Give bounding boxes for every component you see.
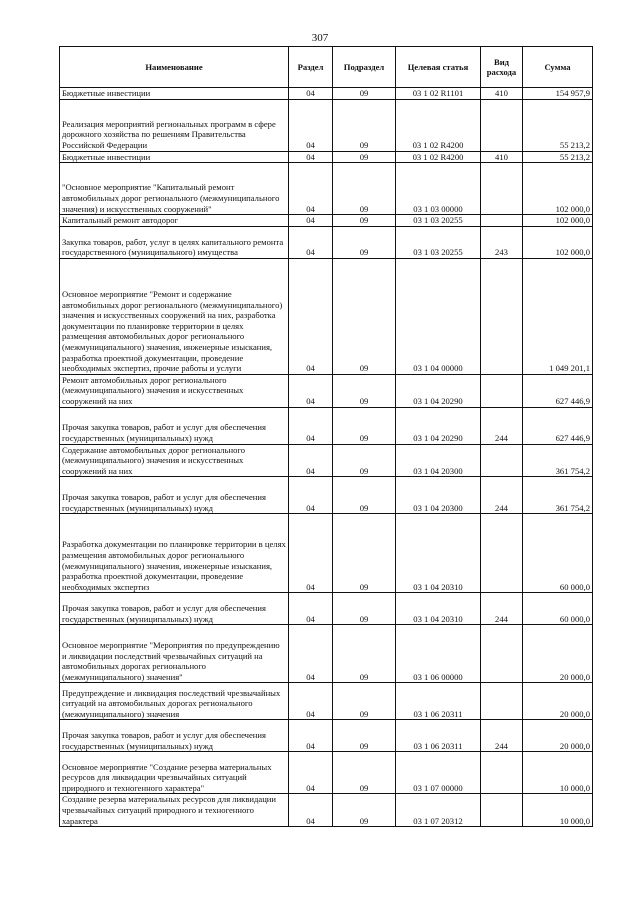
cell-razdel: 04: [289, 215, 333, 227]
header-vid: Вид расхода: [481, 47, 523, 88]
cell-name: Бюджетные инвестиции: [60, 88, 289, 100]
cell-podrazdel: 09: [333, 226, 396, 258]
cell-razdel: 04: [289, 794, 333, 827]
cell-podrazdel: 09: [333, 163, 396, 215]
cell-sum: 627 446,9: [523, 407, 593, 444]
cell-razdel: 04: [289, 444, 333, 477]
cell-vid: [481, 514, 523, 593]
cell-sum: 102 000,0: [523, 163, 593, 215]
table-row: [60, 258, 593, 374]
cell-podrazdel: 09: [333, 407, 396, 444]
cell-razdel: 04: [289, 514, 333, 593]
cell-vid: [481, 625, 523, 683]
table-row: [60, 374, 593, 407]
cell-name: Реализация мероприятий региональных программ в сфере дорожного хозяйства по решениям Правительства Российской Федерации: [60, 99, 289, 151]
cell-name: Прочая закупка товаров, работ и услуг для обеспечения государственных (муниципальных) нужд: [60, 593, 289, 625]
cell-vid: [481, 683, 523, 720]
cell-name: Основное мероприятие "Мероприятия по предупреждению и ликвидации последствий чрезвычайных ситуаций на автомобильных дорогах регионального (межмуниципального) значения": [60, 625, 289, 683]
table-header-row: [60, 47, 593, 88]
cell-name: Капитальный ремонт автодорог: [60, 215, 289, 227]
table-row: [60, 593, 593, 625]
cell-name: Бюджетные инвестиции: [60, 151, 289, 163]
cell-podrazdel: 09: [333, 99, 396, 151]
header-podrazdel: Подраздел: [333, 47, 396, 88]
header-sum: Сумма: [523, 47, 593, 88]
cell-sum: 20 000,0: [523, 625, 593, 683]
cell-sum: 10 000,0: [523, 794, 593, 827]
cell-razdel: 04: [289, 163, 333, 215]
table-row: [60, 794, 593, 827]
budget-table: [59, 46, 593, 827]
cell-sum: 55 213,2: [523, 151, 593, 163]
cell-name: Содержание автомобильных дорог регионального (межмуниципального) значения и искусственных сооружений на них: [60, 444, 289, 477]
cell-vid: 410: [481, 88, 523, 100]
cell-target: 03 1 04 20310: [396, 514, 481, 593]
cell-razdel: 04: [289, 407, 333, 444]
cell-vid: 410: [481, 151, 523, 163]
cell-sum: 20 000,0: [523, 683, 593, 720]
table-row: [60, 477, 593, 514]
cell-podrazdel: 09: [333, 683, 396, 720]
cell-sum: 60 000,0: [523, 593, 593, 625]
table-row: [60, 226, 593, 258]
table-row: [60, 625, 593, 683]
table-row: [60, 514, 593, 593]
cell-vid: 244: [481, 407, 523, 444]
cell-razdel: 04: [289, 625, 333, 683]
cell-podrazdel: 09: [333, 215, 396, 227]
cell-target: 03 1 06 00000: [396, 625, 481, 683]
cell-sum: 55 213,2: [523, 99, 593, 151]
cell-razdel: 04: [289, 226, 333, 258]
cell-podrazdel: 09: [333, 88, 396, 100]
cell-vid: [481, 752, 523, 794]
cell-razdel: 04: [289, 99, 333, 151]
cell-target: 03 1 04 20300: [396, 444, 481, 477]
cell-razdel: 04: [289, 477, 333, 514]
cell-sum: 361 754,2: [523, 477, 593, 514]
cell-target: 03 1 06 20311: [396, 683, 481, 720]
cell-sum: 20 000,0: [523, 720, 593, 752]
cell-name: Основное мероприятие "Ремонт и содержание автомобильных дорог регионального (межмуниципального) значения и искусственных сооружений на них, разработка документации по планировке территории в целях размещения автомобильных дорог регионального (межмуниципального) значения, инженерные изыскания, разработка проектной документации, проведение необходимых экспертиз, прочие работы и услуги: [60, 258, 289, 374]
cell-vid: 244: [481, 593, 523, 625]
cell-vid: [481, 794, 523, 827]
cell-vid: 244: [481, 477, 523, 514]
cell-podrazdel: 09: [333, 720, 396, 752]
cell-name: Закупка товаров, работ, услуг в целях капитального ремонта государственного (муниципального) имущества: [60, 226, 289, 258]
cell-name: Прочая закупка товаров, работ и услуг для обеспечения государственных (муниципальных) нужд: [60, 720, 289, 752]
cell-sum: 102 000,0: [523, 226, 593, 258]
page-number: 307: [311, 32, 329, 44]
cell-name: Разработка документации по планировке территории в целях размещения автомобильных дорог регионального (межмуниципального) значения, инженерные изыскания, разработка проектной документации, проведение необходимых экспертиз: [60, 514, 289, 593]
cell-name: Прочая закупка товаров, работ и услуг для обеспечения государственных (муниципальных) нужд: [60, 477, 289, 514]
cell-name: Основное мероприятие "Создание резерва материальных ресурсов для ликвидации чрезвычайных ситуаций природного и техногенного характера": [60, 752, 289, 794]
cell-target: 03 1 02 R4200: [396, 151, 481, 163]
cell-sum: 627 446,9: [523, 374, 593, 407]
cell-podrazdel: 09: [333, 625, 396, 683]
cell-name: Создание резерва материальных ресурсов для ликвидации чрезвычайных ситуаций природного и техногенного характера: [60, 794, 289, 827]
cell-razdel: 04: [289, 720, 333, 752]
cell-vid: [481, 99, 523, 151]
cell-sum: 102 000,0: [523, 215, 593, 227]
cell-razdel: 04: [289, 752, 333, 794]
cell-target: 03 1 07 00000: [396, 752, 481, 794]
cell-target: 03 1 04 20290: [396, 407, 481, 444]
cell-target: 03 1 03 20255: [396, 215, 481, 227]
cell-razdel: 04: [289, 593, 333, 625]
cell-vid: [481, 258, 523, 374]
cell-razdel: 04: [289, 88, 333, 100]
table-row: [60, 151, 593, 163]
table-row: [60, 683, 593, 720]
cell-vid: [481, 444, 523, 477]
cell-sum: 361 754,2: [523, 444, 593, 477]
cell-vid: [481, 374, 523, 407]
cell-podrazdel: 09: [333, 514, 396, 593]
header-name: Наименование: [60, 47, 289, 88]
header-target: Целевая статья: [396, 47, 481, 88]
cell-target: 03 1 02 R1101: [396, 88, 481, 100]
cell-podrazdel: 09: [333, 258, 396, 374]
cell-podrazdel: 09: [333, 374, 396, 407]
cell-target: 03 1 04 00000: [396, 258, 481, 374]
table-row: [60, 407, 593, 444]
cell-sum: 154 957,9: [523, 88, 593, 100]
table-row: [60, 163, 593, 215]
cell-sum: 1 049 201,1: [523, 258, 593, 374]
cell-podrazdel: 09: [333, 794, 396, 827]
header-razdel: Раздел: [289, 47, 333, 88]
cell-razdel: 04: [289, 151, 333, 163]
table-row: [60, 752, 593, 794]
cell-name: Ремонт автомобильных дорог регионального (межмуниципального) значения и искусственных сооружений на них: [60, 374, 289, 407]
cell-target: 03 1 02 R4200: [396, 99, 481, 151]
cell-podrazdel: 09: [333, 444, 396, 477]
cell-target: 03 1 07 20312: [396, 794, 481, 827]
cell-razdel: 04: [289, 683, 333, 720]
cell-sum: 10 000,0: [523, 752, 593, 794]
cell-name: Прочая закупка товаров, работ и услуг для обеспечения государственных (муниципальных) нужд: [60, 407, 289, 444]
table-row: [60, 444, 593, 477]
cell-target: 03 1 04 20310: [396, 593, 481, 625]
cell-name: "Основное мероприятие "Капитальный ремонт автомобильных дорог регионального (межмуниципального значения) и искусственных сооружений": [60, 163, 289, 215]
cell-vid: 243: [481, 226, 523, 258]
cell-vid: 244: [481, 720, 523, 752]
cell-name: Предупреждение и ликвидация последствий чрезвычайных ситуаций на автомобильных дорогах регионального (межмуниципального) значения: [60, 683, 289, 720]
cell-vid: [481, 215, 523, 227]
cell-podrazdel: 09: [333, 593, 396, 625]
cell-podrazdel: 09: [333, 752, 396, 794]
cell-target: 03 1 06 20311: [396, 720, 481, 752]
cell-razdel: 04: [289, 374, 333, 407]
cell-target: 03 1 03 20255: [396, 226, 481, 258]
table-row: [60, 88, 593, 100]
cell-vid: [481, 163, 523, 215]
table-row: [60, 99, 593, 151]
cell-target: 03 1 04 20300: [396, 477, 481, 514]
cell-podrazdel: 09: [333, 477, 396, 514]
cell-podrazdel: 09: [333, 151, 396, 163]
table-row: [60, 720, 593, 752]
table-row: [60, 215, 593, 227]
cell-target: 03 1 04 20290: [396, 374, 481, 407]
cell-target: 03 1 03 00000: [396, 163, 481, 215]
cell-sum: 60 000,0: [523, 514, 593, 593]
cell-razdel: 04: [289, 258, 333, 374]
